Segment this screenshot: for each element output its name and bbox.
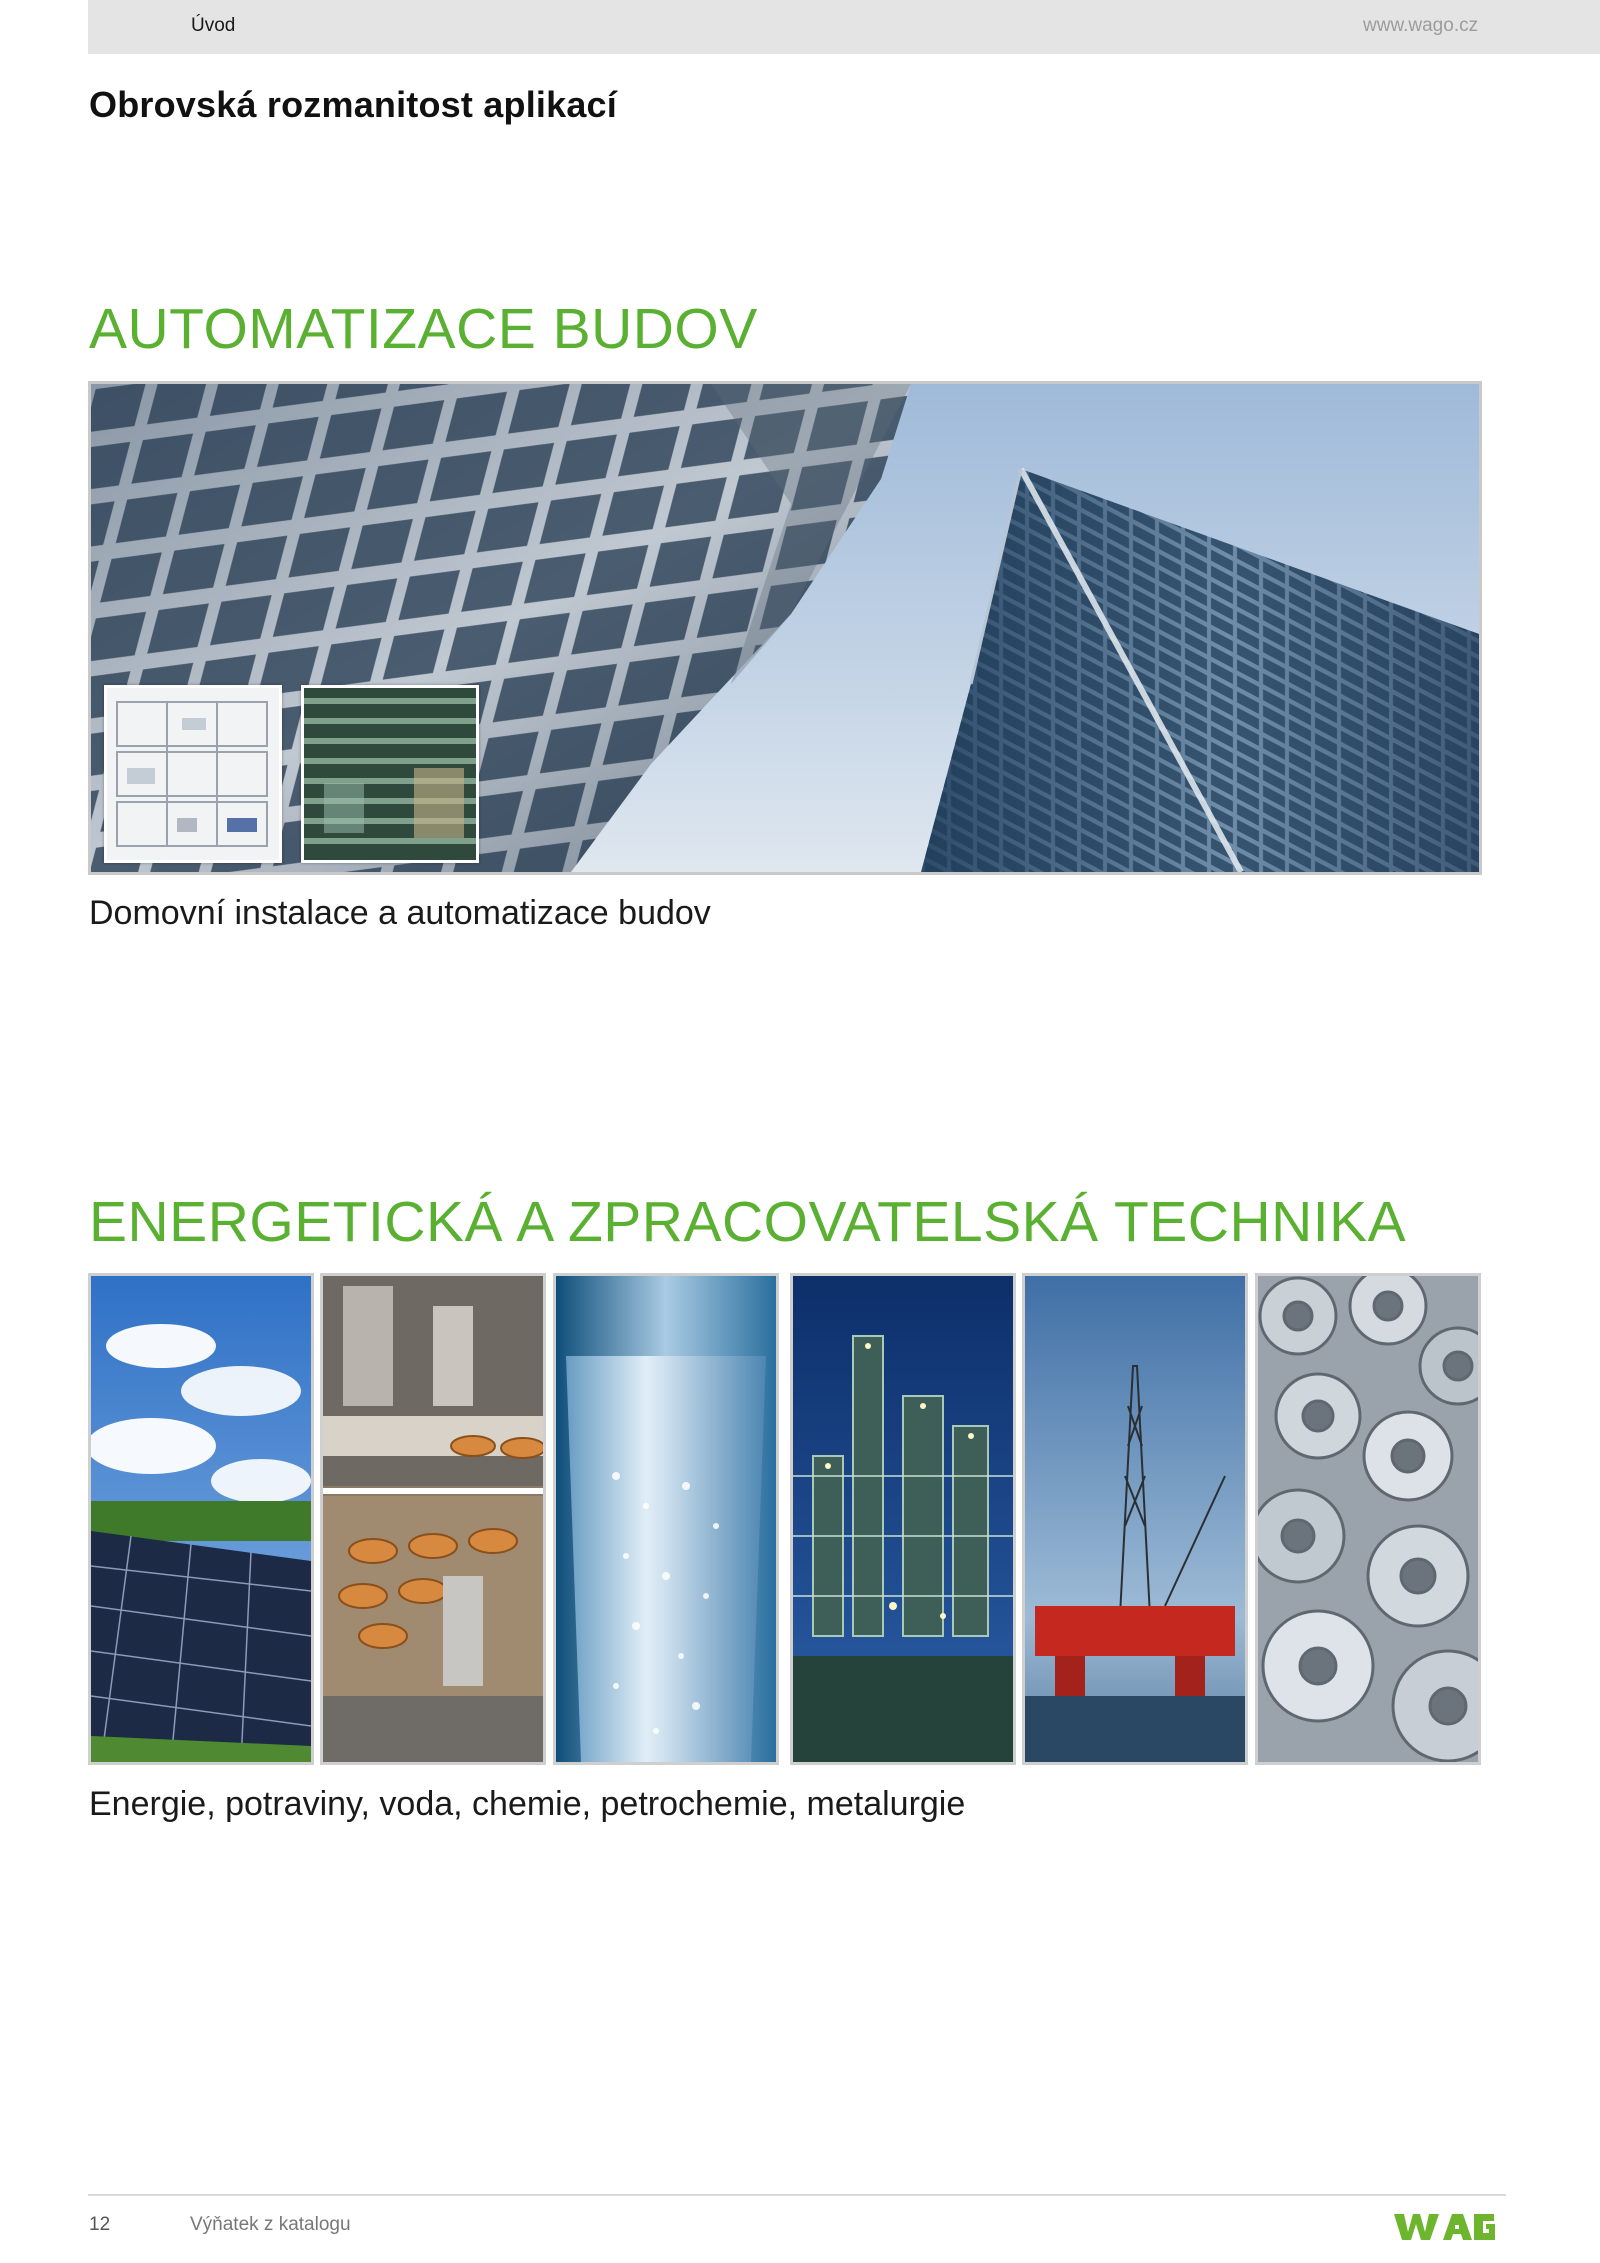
oil-rig-photo (1022, 1273, 1248, 1765)
footer-divider (88, 2194, 1506, 2196)
chemical-plant-photo (790, 1273, 1016, 1765)
water-glass-photo (553, 1273, 779, 1765)
header-bar (88, 0, 1600, 54)
wago-logo (1394, 2210, 1504, 2244)
energy-process-caption: Energie, potraviny, voda, chemie, petrochemie, metalurgie (89, 1785, 966, 1823)
food-processing-photo (320, 1273, 546, 1765)
building-automation-photo (88, 381, 1482, 875)
building-automation-caption: Domovní instalace a automatizace budov (89, 894, 711, 932)
building-diagram-thumbnail (104, 685, 282, 863)
page-number: 12 (89, 2214, 111, 2235)
page-title: Obrovská rozmanitost aplikací (89, 84, 617, 125)
site-url[interactable]: www.wago.cz (1363, 15, 1479, 36)
section-heading-energy-process: ENERGETICKÁ A ZPRACOVATELSKÁ TECHNIKA (89, 1190, 1407, 1254)
solar-panels-photo (88, 1273, 314, 1765)
section-heading-building-automation: AUTOMATIZACE BUDOV (89, 297, 758, 361)
steel-coils-photo (1255, 1273, 1481, 1765)
building-facade-thumbnail (301, 685, 479, 863)
footer-text: Výňatek z katalogu (190, 2214, 351, 2235)
section-label: Úvod (191, 15, 236, 36)
